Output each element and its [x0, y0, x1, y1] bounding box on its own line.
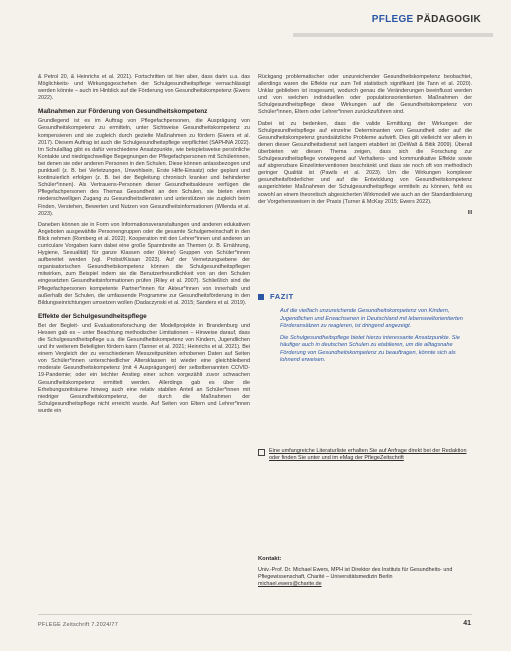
- section-header: [372, 14, 481, 25]
- header-paedagogik: PÄDAGOGIK: [416, 14, 481, 25]
- paragraph: Rückgang problematischer oder unzureichender Gesundheitskompetenz beobachtet, allerdings waren die Effekte nur zum Teil statistisch signifikant (de Tann et al. 2020). Unklar geblieben ist insgesamt, wodurch genau die Veränderungen beeinflusst werden und von welchen individuellen oder populationsorientierten Maßnahmen der Schulgesundheitspflege diese Wirkungen auf die Gesundheitskompetenz von Schüler*innen, Eltern oder Lehrer*innen zurückzuführen sind.: [258, 74, 472, 116]
- paragraph: & Petrol 20, & Heinrichs et al. 2021). Fortschritten ist hier aber, dass darin u.a. das Möglichkeits- und Wirkungsgeschehen der Schulgesundheitspflege vernachlässigt werden könnte – auch im Hinblick auf die Förderung von Gesundheitskompetenz (Ewers 2022).: [38, 74, 250, 102]
- fazit-title: FAZIT: [270, 292, 294, 301]
- contact-author: Univ.-Prof. Dr. Michael Ewers, MPH ist Direktor des Instituts für Gesundheits- und Pflegewissenschaft, Charité – Universitätsmedizin Berlin: [258, 567, 453, 580]
- document-icon: [258, 449, 265, 456]
- emag-link[interactable]: und im eMag der PflegeZeitschrift: [321, 455, 404, 462]
- section-heading-effects: Effekte der Schulgesundheitspflege: [38, 312, 147, 320]
- contact-title: Kontakt:: [258, 556, 282, 562]
- page-number: 41: [463, 620, 471, 627]
- literature-note: [258, 448, 472, 462]
- paragraph: Grundlegend ist es im Auftrag von Pflegefachpersonen, die Ausprägung von Gesundheitskompetenz zu ermitteln, unter Sichtweise Gesundheitskompetenz zu kompensieren und sie zugleich durch gezielte Maßnahmen zu fördern (Ewers et al. 2017). Diesem Auftrag ist auch die Schulgesundheitspflege verpflichtet (SAPHNA 2022). Im Schulalltag gibt es dafür verschiedene Ansatzpunkte, wie beispielsweise persönliche Kontakte und niedrigschwellige Begegnungen der Pflegefachpersonen mit Schülerinnen, bei denen sie oder anderen Personen in den Schulen. Diese können anlassbezogen und punktuell (z. B. bei Verletzungen, Unwohlsein, Erste Hilfe-Einsatz) oder geplant und kontinuierlich erfolgen (z. B. bei der Begleitung chronisch kranker und behinderter Schüler*innen). Als Vertrauens-Personen dieser Gesundheitsakteure verfügen die Pflegefachpersonen des Themas Gesundheit an den Schulen, sie bieten einen niederschwelligen Zugang zu Gesundheitsdiensten und unterstützen sie zugleich beim Finden, Verstehen, Bewerten und Nutzen von Gesundheitsinformationen (Wilenda et al. 2023).: [38, 118, 250, 217]
- footer-journal: PFLEGE Zeitschrift 7.2024/77: [38, 622, 119, 628]
- paragraph: Daneben können sie in Form von Informationsveranstaltungen und anderen edukativen Angeboten ausgewählte Personengruppen oder die gesamte Schulgemeinschaft in den Blick nehmen (Romberg et al. 2022). Kooperation mit den Lehrer*innen und anderen an curriculare Vorgaben kann dabei eine große Spannbreite an Themen (z. B. Ernährung, Hygiene, Sexualität) für ganze Klassen oder (kleine) Gruppen von Schüler*innen aufbereitet werden (vgl. Probst/Kissan 2023). Auf der Vernetzungsebene der organisatorischen Gesundheitskompetenz können die Schulgesundheitspflegen mitwirken, zum Beispiel indem sie die Benutzerfreundlichkeit von an den Schulen eingesetzten Gesundheitsinformationen prüfen (Riley et al. 2007). Schließlich sind die Pflegefachpersonen kompetente Partner*innen für Akteur*innen von innerhalb und außerhalb der Schulen, die umfassende Programme zur Gesundheitsförderung in den Bildungseinrichtungen umsetzen wollen (Dadaczynski et al. 2015; Sanders et al. 2019).: [38, 221, 250, 306]
- contact-email-link[interactable]: michael.ewers@charite.de: [258, 581, 322, 587]
- footer-rule: [38, 614, 472, 615]
- fazit-box: [258, 293, 472, 369]
- header-pflege: PFLEGE: [371, 14, 414, 25]
- section-heading-measures: Maßnahmen zur Förderung von Gesundheitskompetenz: [38, 108, 208, 116]
- left-column: [38, 74, 250, 419]
- fazit-paragraph: Auf die vielfach unzureichende Gesundheitskompetenz von Kindern, Jugendlichen und Erwachsenen in Deutschland mit lebensweltorientierten Förderansätzen zu reagieren, ist dringend angezeigt.: [280, 308, 463, 329]
- end-mark: III: [467, 209, 472, 216]
- paragraph: Dabei ist zu bedenken, dass die valide Ermittlung der Wirkungen der Schulgesundheitspflege auf einzelne Determinanten von Gesundheit oder auf die Gesundheitskompetenz grundsätzliche Probleme aufwirft. Dies gilt vielleicht vor allem in denen dieser Gesundheitsdienst seit langem etabliert ist (DeWalt & Bitik 2009). Überall überbieten wir diesen Thema zeigen, dass sich die Forschung zur Schulgesundheitspflege vorwiegend auf Verhaltens- und kommunikative Effekte sowie auf abgrenzbare Einzelinterventionen beschränkt und dass sie noch oft von methodisch geringer Qualität ist (Pawils et al. 2023). Um die Wirkungen komplexer gesundheitsförderlicher und auf die Entwicklung von Gesundheitskompetenz ausgerichteter Maßnahmen der Schulgesundheitspflege ermitteln zu können, fehlt es sowohl an einem theoretisch abgesicherten Wirkmodell wie auch an der Standardisierung der Vorgehensweisen in der Praxis (Turner & McKay 2015; Ewers 2022).: [258, 120, 472, 205]
- paragraph: Bei der Begleit- und Evaluationsforschung der Modellprojekte in Brandenburg und Hessen gab es – unter Beachtung methodischer Limitationen – Hinweise darauf, dass die Schulgesundheitspflege u.a. die Gesundheitskompetenz von Kindern, Jugendlichen und ihr weiterem Beteiligten fördern kann (Tanner et al. 2021; Heinrichs et al. 2021). Bei einem Vergleich der zu verschiedenen Messzeitpunkten erhobenen Daten auf Seiten von Schüler*innen unterschiedlicher Altersklassen ist wieder eine gleichbleibend moderate Gesundheitskompetenz (mit 4 Ausprägungen) der selbstbenannten COVID-19-Pandemie; oder ein leichter Anstieg einer schon vorgezählt zuvor schwachen Gesundheitskompetenz ermittelt werden. Allerdings gab es über die Erhebungszeiträume hinweg auch eine relativ stabilen Anteil an Schüler*innen mit niedriger Gesundheitskompetenz, der durch die Maßnahmen der Schulgesundheitspflege nicht erreicht wurde. Auf Seiten von Eltern und Lehrer*innen wurde ein: [38, 322, 250, 414]
- contact-block: [258, 556, 472, 588]
- header-rule: [293, 33, 493, 37]
- square-bullet-icon: [258, 294, 264, 300]
- literature-note-text: Eine umfangreiche Literaturliste erhalten Sie auf Anfrage direkt bei der Redaktion oder finden Sie unter: [269, 448, 467, 462]
- fazit-title-row: [258, 293, 472, 300]
- right-column: [258, 74, 472, 217]
- fazit-paragraph: Die Schulgesundheitspflege bietet hierzu interessante Ansatzpunkte. Sie häufiger auch in deutschen Schulen zu etablieren, um die alltagsnahe Förderung von Gesundheitskompetenz zu beauftragen, könnte sich als lohnend erweisen.: [280, 335, 460, 364]
